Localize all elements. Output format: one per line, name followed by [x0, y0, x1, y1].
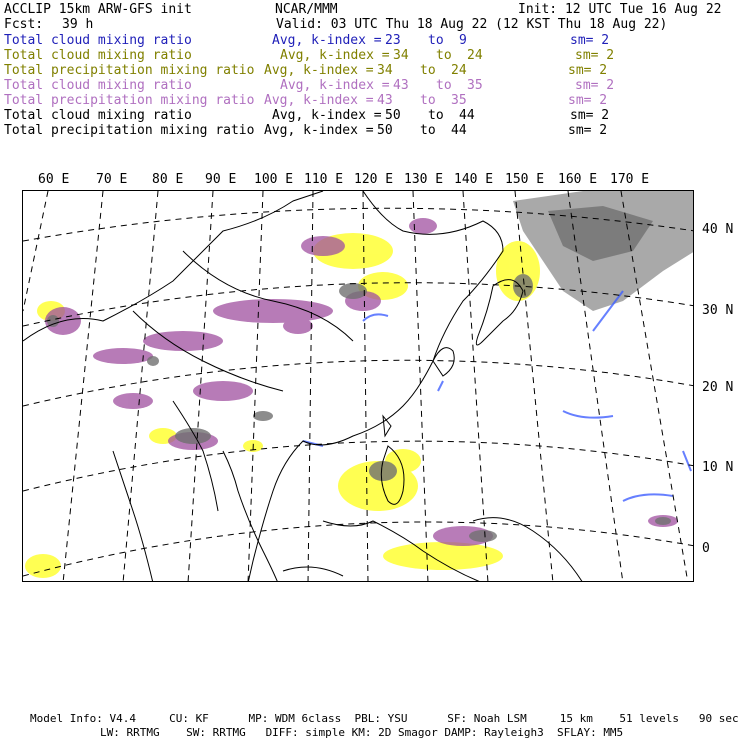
model-info-line1: Model Info: V4.4 CU: KF MP: WDM 6class PBL: YSU SF: Noah LSM 15 km 51 levels 90 sec	[30, 712, 739, 725]
lon-label: 90 E	[205, 172, 237, 187]
legend-field-name: Total precipitation mixing ratio	[4, 93, 255, 108]
lat-label: 10 N	[702, 460, 734, 475]
legend-k-to: 44	[459, 108, 475, 123]
legend-smoothing: sm= 2	[570, 33, 610, 48]
valid-time: Valid: 03 UTC Thu 18 Aug 22 (12 KST Thu 18 Aug 22)	[276, 17, 668, 32]
legend-field-name: Total precipitation mixing ratio	[4, 123, 255, 138]
legend-k-from: 50	[377, 123, 393, 138]
legend-field-name: Total cloud mixing ratio	[4, 108, 192, 123]
map-canvas	[23, 191, 694, 582]
lon-label: 160 E	[558, 172, 598, 187]
legend-k-from: 34	[377, 63, 393, 78]
legend-to-word: to	[420, 123, 436, 138]
lat-label: 40 N	[702, 222, 734, 237]
legend-to-word: to	[420, 63, 436, 78]
legend-k-to: 35	[467, 78, 483, 93]
legend-field-name: Total cloud mixing ratio	[4, 48, 192, 63]
legend-to-word: to	[428, 33, 444, 48]
legend-smoothing: sm= 2	[568, 63, 608, 78]
lon-label: 130 E	[404, 172, 444, 187]
legend-avg-label: Avg, k-index =	[272, 33, 382, 48]
legend-k-to: 9	[459, 33, 467, 48]
legend-k-to: 44	[451, 123, 467, 138]
legend-k-from: 23	[385, 33, 401, 48]
legend-smoothing: sm= 2	[575, 48, 615, 63]
legend-k-from: 34	[393, 48, 409, 63]
map-panel	[22, 190, 694, 582]
lon-label: 170 E	[610, 172, 650, 187]
lon-label: 60 E	[38, 172, 70, 187]
legend-field-name: Total precipitation mixing ratio	[4, 63, 255, 78]
organization-label: NCAR/MMM	[275, 2, 338, 17]
lon-label: 110 E	[304, 172, 344, 187]
legend-avg-label: Avg, k-index =	[280, 48, 390, 63]
legend-field-name: Total cloud mixing ratio	[4, 78, 192, 93]
legend-k-from: 43	[393, 78, 409, 93]
legend-to-word: to	[436, 48, 452, 63]
lat-label: 30 N	[702, 303, 734, 318]
lon-label: 100 E	[254, 172, 294, 187]
legend-avg-label: Avg, k-index =	[264, 93, 374, 108]
lat-label: 20 N	[702, 380, 734, 395]
model-info-line2: LW: RRTMG SW: RRTMG DIFF: simple KM: 2D Smagor DAMP: Rayleigh3 SFLAY: MM5	[100, 726, 624, 739]
lon-label: 140 E	[454, 172, 494, 187]
legend-to-word: to	[420, 93, 436, 108]
init-time: Init: 12 UTC Tue 16 Aug 22	[518, 2, 722, 17]
lon-label: 80 E	[152, 172, 184, 187]
legend-k-from: 50	[385, 108, 401, 123]
lat-label: 0	[702, 541, 710, 556]
legend-avg-label: Avg, k-index =	[264, 123, 374, 138]
legend-avg-label: Avg, k-index =	[272, 108, 382, 123]
legend-avg-label: Avg, k-index =	[280, 78, 390, 93]
forecast-hour: 39 h	[62, 17, 94, 32]
legend-smoothing: sm= 2	[575, 78, 615, 93]
legend-k-from: 43	[377, 93, 393, 108]
legend-avg-label: Avg, k-index =	[264, 63, 374, 78]
legend-k-to: 24	[467, 48, 483, 63]
legend-smoothing: sm= 2	[568, 93, 608, 108]
legend-smoothing: sm= 2	[568, 123, 608, 138]
lon-label: 120 E	[354, 172, 394, 187]
model-title: ACCLIP 15km ARW-GFS init	[4, 2, 192, 17]
legend-k-to: 35	[451, 93, 467, 108]
legend-to-word: to	[436, 78, 452, 93]
lon-label: 150 E	[505, 172, 545, 187]
forecast-label: Fcst:	[4, 17, 44, 32]
legend-field-name: Total cloud mixing ratio	[4, 33, 192, 48]
legend-k-to: 24	[451, 63, 467, 78]
legend-smoothing: sm= 2	[570, 108, 610, 123]
legend-to-word: to	[428, 108, 444, 123]
lon-label: 70 E	[96, 172, 128, 187]
